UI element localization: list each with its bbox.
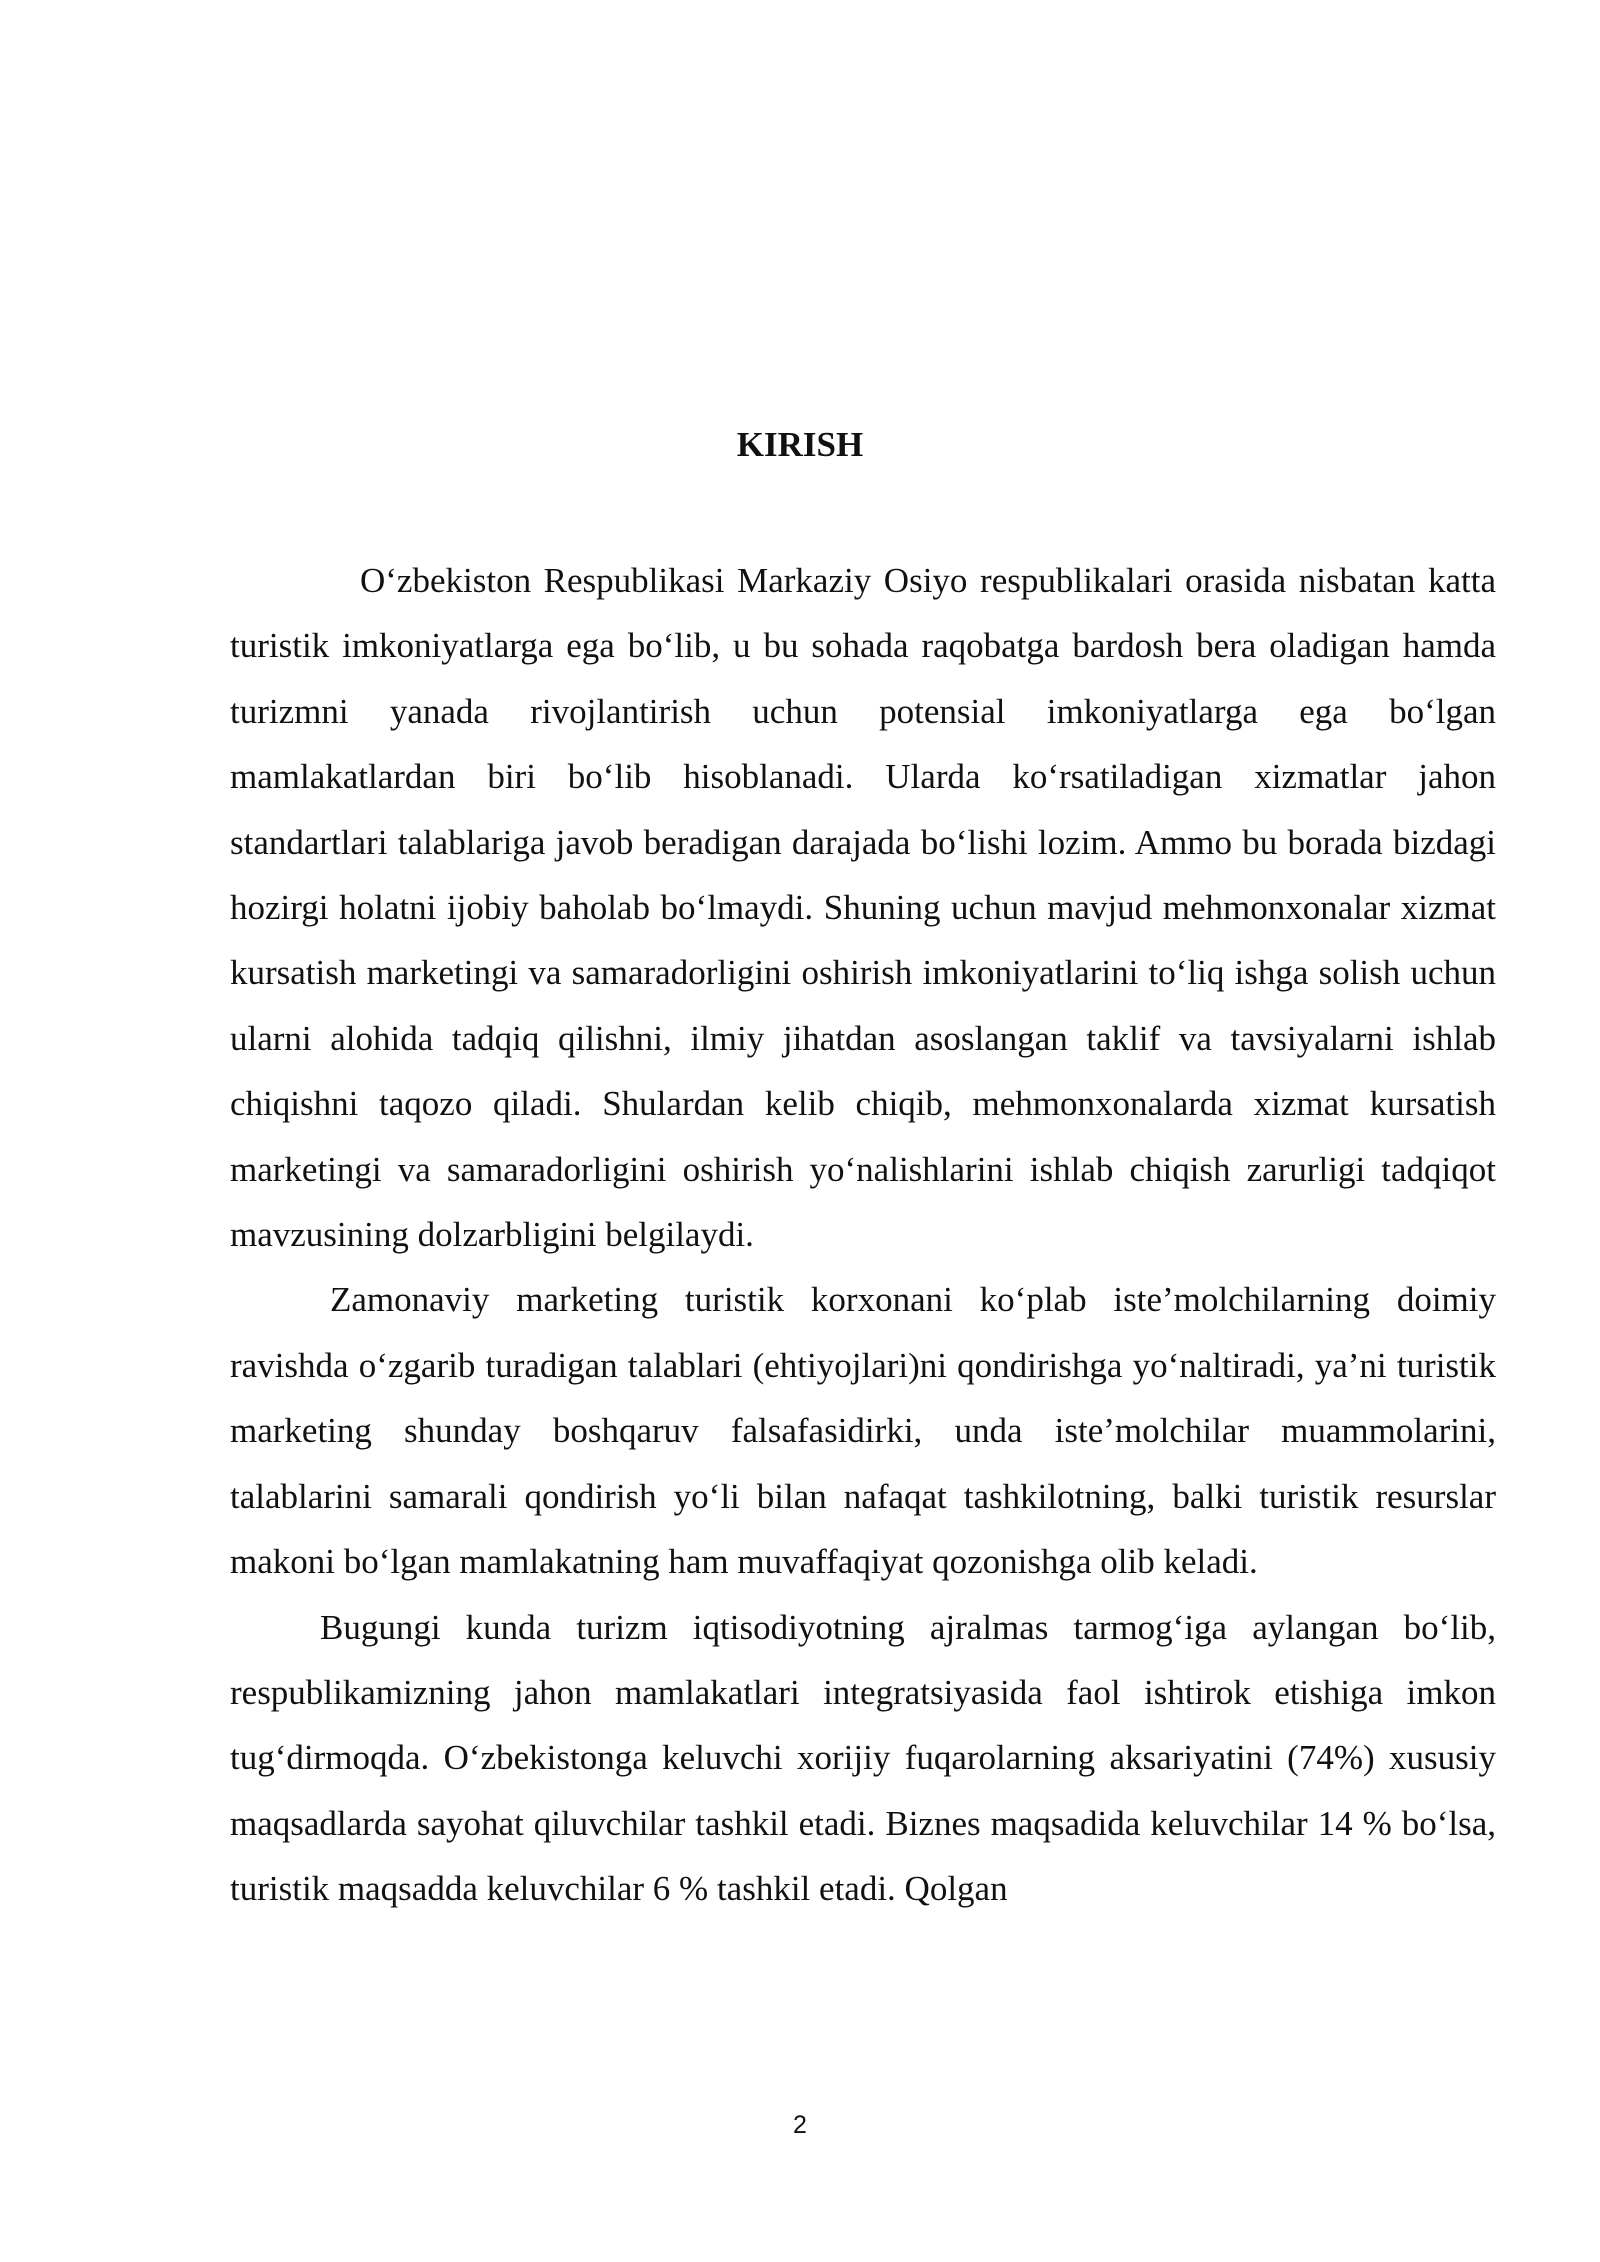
paragraph-intro: O‘zbekiston Respublikasi Markaziy Osiyo respublikalari orasida nisbatan katta turistik imkoniyatlarga ega bo‘lib, u bu sohada raqobatga bardosh bera oladigan hamda turizmni yanada rivojlantirish uchun potensial imkoniyatlarga ega bo‘lgan mamlakatlardan biri bo‘lib hisoblanadi. Ularda ko‘rsatiladigan xizmatlar jahon standartlari talablariga javob beradigan darajada bo‘lishi lozim. Ammo bu borada bizdagi hozirgi holatni ijobiy baholab bo‘lmaydi. Shuning uchun mavjud mehmonxonalar xizmat kursatish marketingi va samaradorligini oshirish imkoniyatlarini to‘liq ishga solish uchun ularni alohida tadqiq qilishni, ilmiy jihatdan asoslangan taklif va tavsiyalarni ishlab chiqishni taqozo qiladi. Shulardan kelib chiqib, mehmonxonalarda xizmat kursatish marketingi va samaradorligini oshirish yo‘nalishlarini ishlab chiqish zarurligi tadqiqot mavzusining dolzarbligini belgilaydi. (230, 561, 1496, 1255)
paragraph-tourism: Bugungi kunda turizm iqtisodiyotning ajralmas tarmog‘iga aylangan bo‘lib, respublikamizning jahon mamlakatlari integratsiyasida faol ishtirok etishiga imkon tug‘dirmoqda. O‘zbekistonga keluvchi xorijiy fuqarolarning aksariyatini (74%) xususiy maqsadlarda sayohat qiluvchilar tashkil etadi. Biznes maqsadida keluvchilar 14 % bo‘lsa, turistik maqsadda keluvchilar 6 % tashkil etadi. Qolgan (230, 1607, 1496, 1909)
page-number: 2 (793, 2111, 807, 2139)
paragraph-marketing: Zamonaviy marketing turistik korxonani ko‘plab iste’molchilarning doimiy ravishda o‘zgarib turadigan talablari (ehtiyojlari)ni qondirishga yo‘naltiradi, ya’ni turistik marketing shunday boshqaruv falsafasidirki, unda iste’molchilar muammolarini, talablarini samarali qondirish yo‘li bilan nafaqat tashkilotning, balki turistik resurslar makoni bo‘lgan mamlakatning ham muvaffaqiyat qozonishga olib keladi. (230, 1280, 1496, 1582)
page-title: KIRISH (736, 425, 864, 464)
body-text (230, 548, 1496, 1922)
